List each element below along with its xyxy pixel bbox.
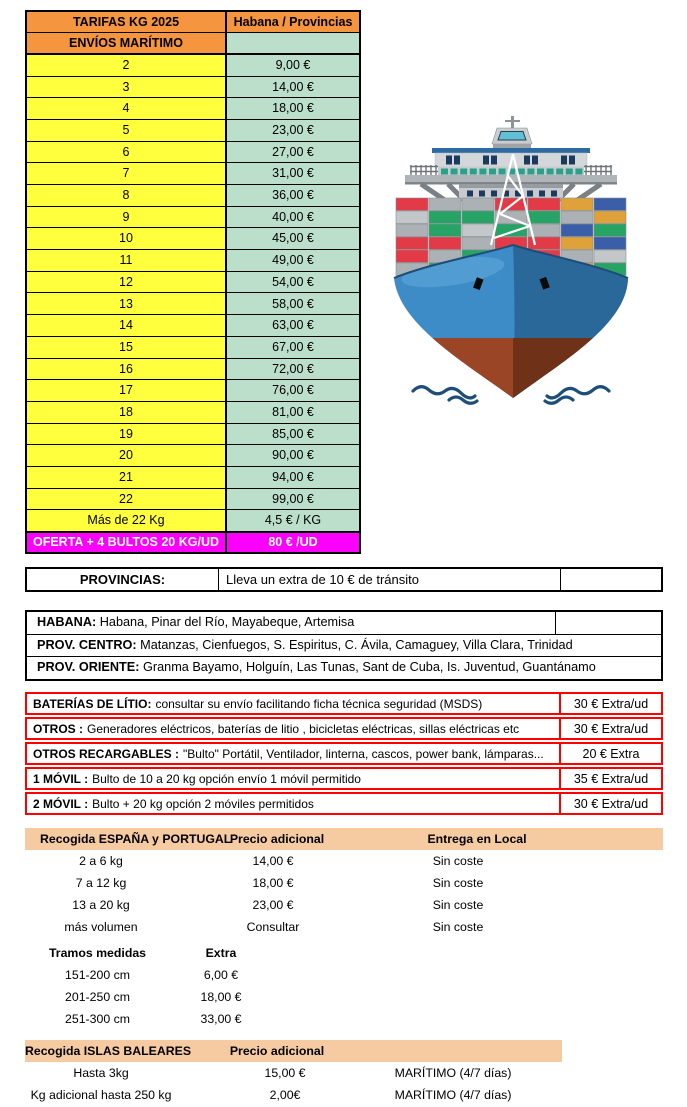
provincias-empty-cell — [561, 569, 661, 590]
price-cell: 2,00€ — [269, 1088, 301, 1102]
extra-price: 30 € Extra/ud — [573, 721, 649, 736]
region-row — [27, 612, 661, 635]
tarifa-row — [26, 163, 360, 185]
tarifas-title-row — [26, 11, 360, 33]
baleares-row — [25, 1062, 562, 1084]
weight-cell: 12 — [26, 271, 226, 293]
price-cell: 58,00 € — [226, 293, 360, 315]
tarifas-header — [26, 11, 360, 54]
weight-range-cell: 2 a 6 kg — [79, 854, 123, 868]
baleares-price-header: Precio adicional — [229, 1044, 325, 1058]
tarifa-row — [26, 98, 360, 120]
delivery-cell: Sin coste — [432, 898, 484, 912]
extra-charge-row — [25, 767, 663, 790]
tarifa-row — [26, 336, 360, 358]
price-cell: 14,00 € — [226, 76, 360, 98]
price-cell: Consultar — [246, 920, 300, 934]
provincias-label: PROVINCIAS: — [27, 569, 219, 590]
extra-price: 35 € Extra/ud — [573, 771, 649, 786]
price-cell: 23,00 € — [252, 898, 294, 912]
weight-cell: 14 — [26, 315, 226, 337]
weight-cell: 6 — [26, 141, 226, 163]
delivery-cell: Sin coste — [432, 876, 484, 890]
region-label: PROV. CENTRO: — [37, 637, 137, 652]
baleares-pickup-table — [25, 1040, 562, 1106]
region-provinces: Matanzas, Cienfuegos, S. Espiritus, C. Ávila, Camaguey, Villa Clara, Trinidad — [136, 637, 573, 652]
weight-cell: 9 — [26, 206, 226, 228]
price-cell: 85,00 € — [226, 423, 360, 445]
delivery-cell: Sin coste — [432, 854, 484, 868]
price-cell: 94,00 € — [226, 466, 360, 488]
tarifa-row — [26, 271, 360, 293]
baleares-title: Recogida ISLAS BALEARES — [25, 1044, 192, 1058]
tarifas-footer — [26, 510, 360, 553]
region-row — [27, 635, 661, 658]
extra-price-cell: 33,00 € — [200, 1012, 242, 1026]
extra-text: "Bulto" Portátil, Ventilador, linterna, cascos, power bank, lámparas... — [183, 746, 544, 761]
baleares-rows — [25, 1062, 562, 1106]
weight-cell: 20 — [26, 445, 226, 467]
tarifa-row — [26, 315, 360, 337]
tarifa-row — [26, 445, 360, 467]
extra-description — [27, 719, 561, 738]
extra-price: 20 € Extra — [582, 746, 640, 761]
offer-label: OFERTA + 4 BULTOS 20 KG/UD — [26, 532, 226, 554]
price-cell: 15,00 € — [264, 1066, 306, 1080]
region-row — [27, 657, 661, 679]
weight-cell: 21 — [26, 466, 226, 488]
more-than-22kg-row — [26, 510, 360, 532]
tarifa-row — [26, 119, 360, 141]
extra-text: Bulto + 20 kg opción 2 móviles permitidos — [92, 796, 314, 811]
tarifa-row — [26, 293, 360, 315]
envios-maritimo-empty-cell — [226, 33, 360, 55]
tarifa-row — [26, 358, 360, 380]
extra-label: OTROS : — [33, 721, 83, 736]
extra-label: BATERÍAS DE LÍTIO: — [33, 696, 152, 711]
region-divider — [555, 612, 557, 634]
price-cell: 9,00 € — [226, 54, 360, 76]
extra-charge-row — [25, 792, 663, 815]
container-ship-illustration — [391, 114, 631, 406]
price-cell: 36,00 € — [226, 185, 360, 207]
delivery-cell: Sin coste — [432, 920, 484, 934]
region-provinces: Granma Bayamo, Holguín, Las Tunas, Sant de Cuba, Is. Juventud, Guantánamo — [139, 660, 596, 674]
weight-range-cell: 13 a 20 kg — [72, 898, 130, 912]
extra-charge-row — [25, 742, 663, 765]
price-cell: 4,5 € / KG — [226, 510, 360, 532]
extra-description — [27, 694, 561, 713]
extra-label: OTROS RECARGABLES : — [33, 746, 180, 761]
weight-range-cell: 7 a 12 kg — [75, 876, 127, 890]
extra-text: Generadores eléctricos, baterías de litio , bicicletas eléctricas, sillas eléctricas etc — [87, 721, 520, 736]
offer-row — [26, 532, 360, 554]
price-cell: 63,00 € — [226, 315, 360, 337]
tramos-title: Tramos medidas — [48, 946, 147, 960]
weight-cell: 3 — [26, 76, 226, 98]
pickup-row — [25, 872, 663, 894]
weight-range-cell: más volumen — [64, 920, 138, 934]
extra-description — [27, 794, 561, 813]
weight-cell: 19 — [26, 423, 226, 445]
tarifa-row — [26, 423, 360, 445]
tarifas-kg-table — [25, 10, 361, 554]
price-cell: 76,00 € — [226, 380, 360, 402]
price-cell: 23,00 € — [226, 119, 360, 141]
envios-maritimo-label: ENVÍOS MARÍTIMO — [26, 33, 226, 55]
price-cell: 14,00 € — [252, 854, 294, 868]
baleares-row — [25, 1084, 562, 1106]
weight-cell: 5 — [26, 119, 226, 141]
weight-cell: 2 — [26, 54, 226, 76]
envios-maritimo-row — [26, 33, 360, 55]
region-provinces: Habana, Pinar del Río, Mayabeque, Artemisa — [96, 615, 355, 629]
tarifa-row — [26, 466, 360, 488]
weight-cell: 17 — [26, 380, 226, 402]
weight-cell: 4 — [26, 98, 226, 120]
price-cell: 45,00 € — [226, 228, 360, 250]
weight-cell: 11 — [26, 250, 226, 272]
shipping-mode-cell: MARÍTIMO (4/7 días) — [394, 1088, 512, 1102]
weight-cell: 18 — [26, 401, 226, 423]
price-cell: 31,00 € — [226, 163, 360, 185]
espana-delivery-header: Entrega en Local — [427, 832, 527, 846]
tarifas-body — [26, 54, 360, 509]
weight-cell: 15 — [26, 336, 226, 358]
region-label: PROV. ORIENTE: — [37, 660, 140, 674]
extra-charge-row — [25, 717, 663, 740]
baleares-header-row — [25, 1040, 562, 1062]
tarifa-row — [26, 401, 360, 423]
espana-header-row — [25, 828, 663, 850]
espana-pickup-table — [25, 828, 663, 938]
region-label: HABANA: — [37, 615, 97, 629]
tarifa-row — [26, 185, 360, 207]
weight-range-cell: Kg adicional hasta 250 kg — [30, 1088, 172, 1102]
offer-price: 80 € /UD — [226, 532, 360, 554]
weight-cell: 7 — [26, 163, 226, 185]
size-range-cell: 251-300 cm — [65, 1012, 130, 1026]
extra-price-cell: 18,00 € — [200, 990, 242, 1004]
weight-cell: Más de 22 Kg — [26, 510, 226, 532]
shipping-mode-cell: MARÍTIMO (4/7 días) — [394, 1066, 512, 1080]
price-cell: 67,00 € — [226, 336, 360, 358]
price-cell: 40,00 € — [226, 206, 360, 228]
tarifa-row — [26, 488, 360, 510]
tarifa-row — [26, 228, 360, 250]
destination-header: Habana / Provincias — [226, 11, 360, 33]
weight-range-cell: Hasta 3kg — [73, 1066, 129, 1080]
extra-text: consultar su envío facilitando ficha técnica seguridad (MSDS) — [155, 696, 483, 711]
espana-title: Recogida ESPAÑA y PORTUGAL — [40, 832, 232, 846]
extra-label: 2 MÓVIL : — [33, 796, 89, 811]
extra-description — [27, 769, 561, 788]
price-cell: 27,00 € — [226, 141, 360, 163]
price-cell: 81,00 € — [226, 401, 360, 423]
espana-price-header: Precio adicional — [229, 832, 325, 846]
weight-cell: 8 — [26, 185, 226, 207]
tarifa-row — [26, 250, 360, 272]
extra-price: 30 € Extra/ud — [573, 796, 649, 811]
weight-cell: 10 — [26, 228, 226, 250]
weight-cell: 22 — [26, 488, 226, 510]
tarifa-row — [26, 380, 360, 402]
tarifa-row — [26, 206, 360, 228]
regions-table — [25, 610, 663, 681]
size-range-cell: 201-250 cm — [65, 990, 130, 1004]
extra-price-cell: 6,00 € — [203, 968, 239, 982]
espana-rows — [25, 850, 663, 938]
tarifa-row — [26, 76, 360, 98]
tarifas-title: TARIFAS KG 2025 — [26, 11, 226, 33]
weight-cell: 13 — [26, 293, 226, 315]
extra-charge-row — [25, 692, 663, 715]
pickup-row — [25, 850, 663, 872]
extra-description — [27, 744, 561, 763]
price-cell: 54,00 € — [226, 271, 360, 293]
price-cell: 72,00 € — [226, 358, 360, 380]
size-range-cell: 151-200 cm — [65, 968, 130, 982]
price-cell: 18,00 € — [252, 876, 294, 890]
provincias-note — [25, 567, 663, 592]
price-cell: 49,00 € — [226, 250, 360, 272]
tarifa-row — [26, 141, 360, 163]
weight-cell: 16 — [26, 358, 226, 380]
price-cell: 18,00 € — [226, 98, 360, 120]
extra-price: 30 € Extra/ud — [573, 696, 649, 711]
extra-label: 1 MÓVIL : — [33, 771, 89, 786]
provincias-text: Lleva un extra de 10 € de tránsito — [219, 569, 561, 590]
price-cell: 99,00 € — [226, 488, 360, 510]
extra-text: Bulto de 10 a 20 kg opción envío 1 móvil permitido — [92, 771, 361, 786]
tarifa-row — [26, 54, 360, 76]
pickup-row — [25, 916, 663, 938]
price-cell: 90,00 € — [226, 445, 360, 467]
tramos-extra-header: Extra — [205, 946, 237, 960]
pickup-row — [25, 894, 663, 916]
